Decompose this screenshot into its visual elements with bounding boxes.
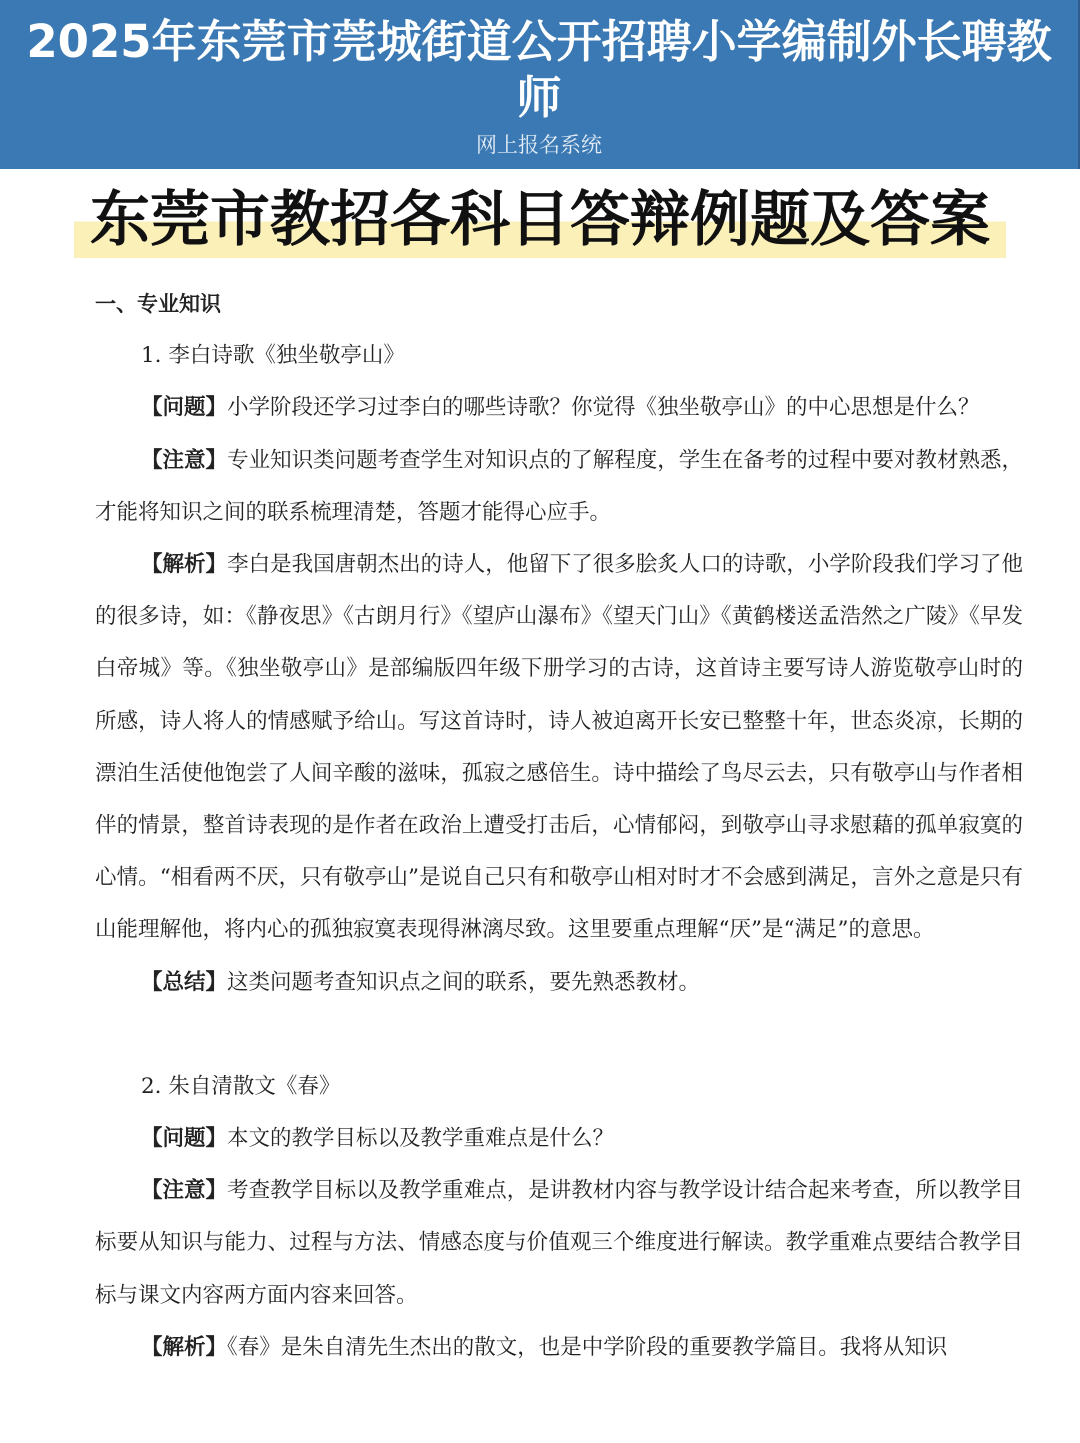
- question-heading-2: 2. 朱自清散文《春》: [141, 1073, 341, 1099]
- question-text: 本文的教学目标以及教学重难点是什么？: [227, 1126, 615, 1152]
- site-subtitle[interactable]: 网上报名系统: [476, 133, 602, 157]
- summary-text: 这类问题考查知识点之间的联系，要先熟悉教材。: [227, 969, 701, 995]
- document-title: 东莞市教招各科目答辩例题及答案: [74, 182, 1006, 258]
- question-tag: 【问题】: [141, 1126, 228, 1152]
- site-title: 2025年东莞市莞城街道公开招聘小学编制外长聘教师: [26, 15, 1052, 124]
- document-title-wrap: [0, 182, 1080, 258]
- question-tag: 【问题】: [141, 395, 228, 421]
- note-text: 专业知识类问题考查学生对知识点的了解程度，学生在备考的过程中要对教材熟悉，才能将知识之间的联系梳理清楚，答题才能得心应手。: [95, 447, 1023, 525]
- analysis-tag: 【解析】: [141, 552, 228, 578]
- q1-note: [95, 435, 1023, 539]
- spacer: [95, 1009, 1023, 1061]
- question-text: 小学阶段还学习过李白的哪些诗歌？你觉得《独坐敬亭山》的中心思想是什么？: [227, 395, 980, 421]
- analysis-text: 李白是我国唐朝杰出的诗人，他留下了很多脍炙人口的诗歌，小学阶段我们学习了他的很多诗，如：《静夜思》《古朗月行》《望庐山瀑布》《望天门山》《黄鹤楼送孟浩然之广陵》《早发白帝城》等。《独坐敬亭山》是部编版四年级下册学习的古诗，这首诗主要写诗人游览敬亭山时的所感，诗人将人的情感赋予给山。写这首诗时，诗人被迫离开长安已整整十年，世态炎凉，长期的漂泊生活使他饱尝了人间辛酸的滋味，孤寂之感倍生。诗中描绘了鸟尽云去，只有敬亭山与作者相伴的情景，整首诗表现的是作者在政治上遭受打击后，心情郁闷，到敬亭山寻求慰藉的孤单寂寞的心情。“相看两不厌，只有敬亭山”是说自己只有和敬亭山相对时才不会感到满足，言外之意是只有山能理解他，将内心的孤独寂寞表现得淋漓尽致。这里要重点理解“厌”是“满足”的意思。: [95, 552, 1023, 943]
- site-header: [0, 0, 1080, 169]
- q2-note: [95, 1165, 1023, 1322]
- analysis-tag: 【解析】: [141, 1334, 228, 1360]
- q1-summary: [95, 957, 1023, 1009]
- question-heading-1: 1. 李白诗歌《独坐敬亭山》: [141, 343, 405, 369]
- section-heading: 一、专业知识: [95, 292, 221, 316]
- summary-tag: 【总结】: [141, 969, 228, 995]
- q1-question: [95, 382, 1023, 434]
- q1-analysis: [95, 539, 1023, 957]
- document-body: [95, 278, 1023, 1374]
- q2-analysis: [95, 1322, 1023, 1374]
- note-tag: 【注意】: [141, 447, 228, 473]
- note-tag: 【注意】: [141, 1178, 228, 1204]
- analysis-text: 《春》是朱自清先生杰出的散文，也是中学阶段的重要教学篇目。我将从知识: [227, 1334, 948, 1360]
- q2-question: [95, 1113, 1023, 1165]
- note-text: 考查教学目标以及教学重难点，是讲教材内容与教学设计结合起来考查，所以教学目标要从知识与能力、过程与方法、情感态度与价值观三个维度进行解读。教学重难点要结合教学目标与课文内容两方面内容来回答。: [95, 1178, 1023, 1308]
